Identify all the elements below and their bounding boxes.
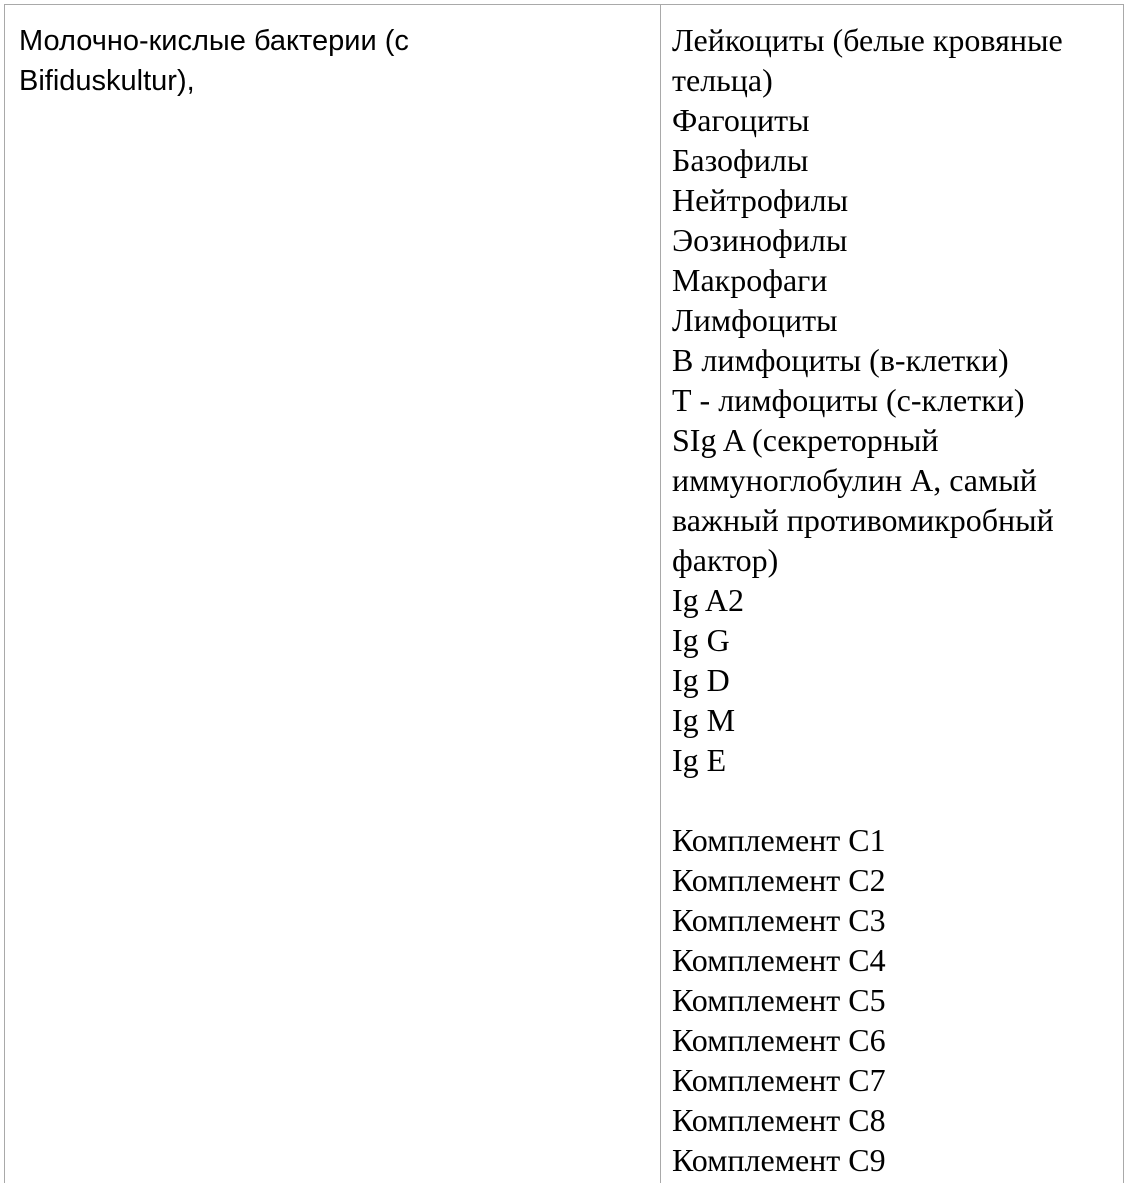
list-item: Комплемент C6 (672, 1022, 886, 1058)
list-item: Лимфоциты (672, 302, 838, 338)
list-item: Комплемент C1 (672, 822, 886, 858)
list-item: Комплемент C7 (672, 1062, 886, 1098)
list-item: Ig G (672, 622, 730, 658)
list-item: В лимфоциты (в-клетки) (672, 342, 1009, 378)
list-item: Ig E (672, 742, 727, 778)
table-cell-left (5, 5, 661, 1183)
list-item: Ig A2 (672, 582, 744, 618)
content-table (4, 4, 1124, 1183)
list-item: Ig M (672, 702, 736, 738)
list-item: Т - лимфоциты (с-клетки) (672, 382, 1025, 418)
list-item: иммуноглобулин А, самый (672, 462, 1037, 498)
list-item: тельца) (672, 62, 773, 98)
list-item: Лейкоциты (белые кровяные (672, 22, 1063, 58)
table-cell-right (661, 5, 1123, 1183)
list-item: Комплемент C3 (672, 902, 886, 938)
leukocytes-list (672, 20, 1113, 780)
list-item: Комплемент C9 (672, 1142, 886, 1178)
list-item: фактор) (672, 542, 779, 578)
list-item: SIg A (секреторный (672, 422, 939, 458)
list-item: Комплемент C2 (672, 862, 886, 898)
list-item: Ig D (672, 662, 730, 698)
list-item: Макрофаги (672, 262, 828, 298)
blank-line (672, 780, 1113, 820)
list-item: Комплемент C8 (672, 1102, 886, 1138)
cell-text-line: Bifiduskultur), (19, 65, 195, 97)
list-item: Фагоциты (672, 102, 810, 138)
list-item: Базофилы (672, 142, 809, 178)
list-item: важный противомикробный (672, 502, 1054, 538)
list-item: Нейтрофилы (672, 182, 849, 218)
complements-list (672, 820, 1113, 1180)
list-item: Комплемент C4 (672, 942, 886, 978)
list-item: Комплемент C5 (672, 982, 886, 1018)
cell-text-line: Молочно-кислые бактерии (с (19, 25, 409, 57)
list-item: Эозинофилы (672, 222, 848, 258)
